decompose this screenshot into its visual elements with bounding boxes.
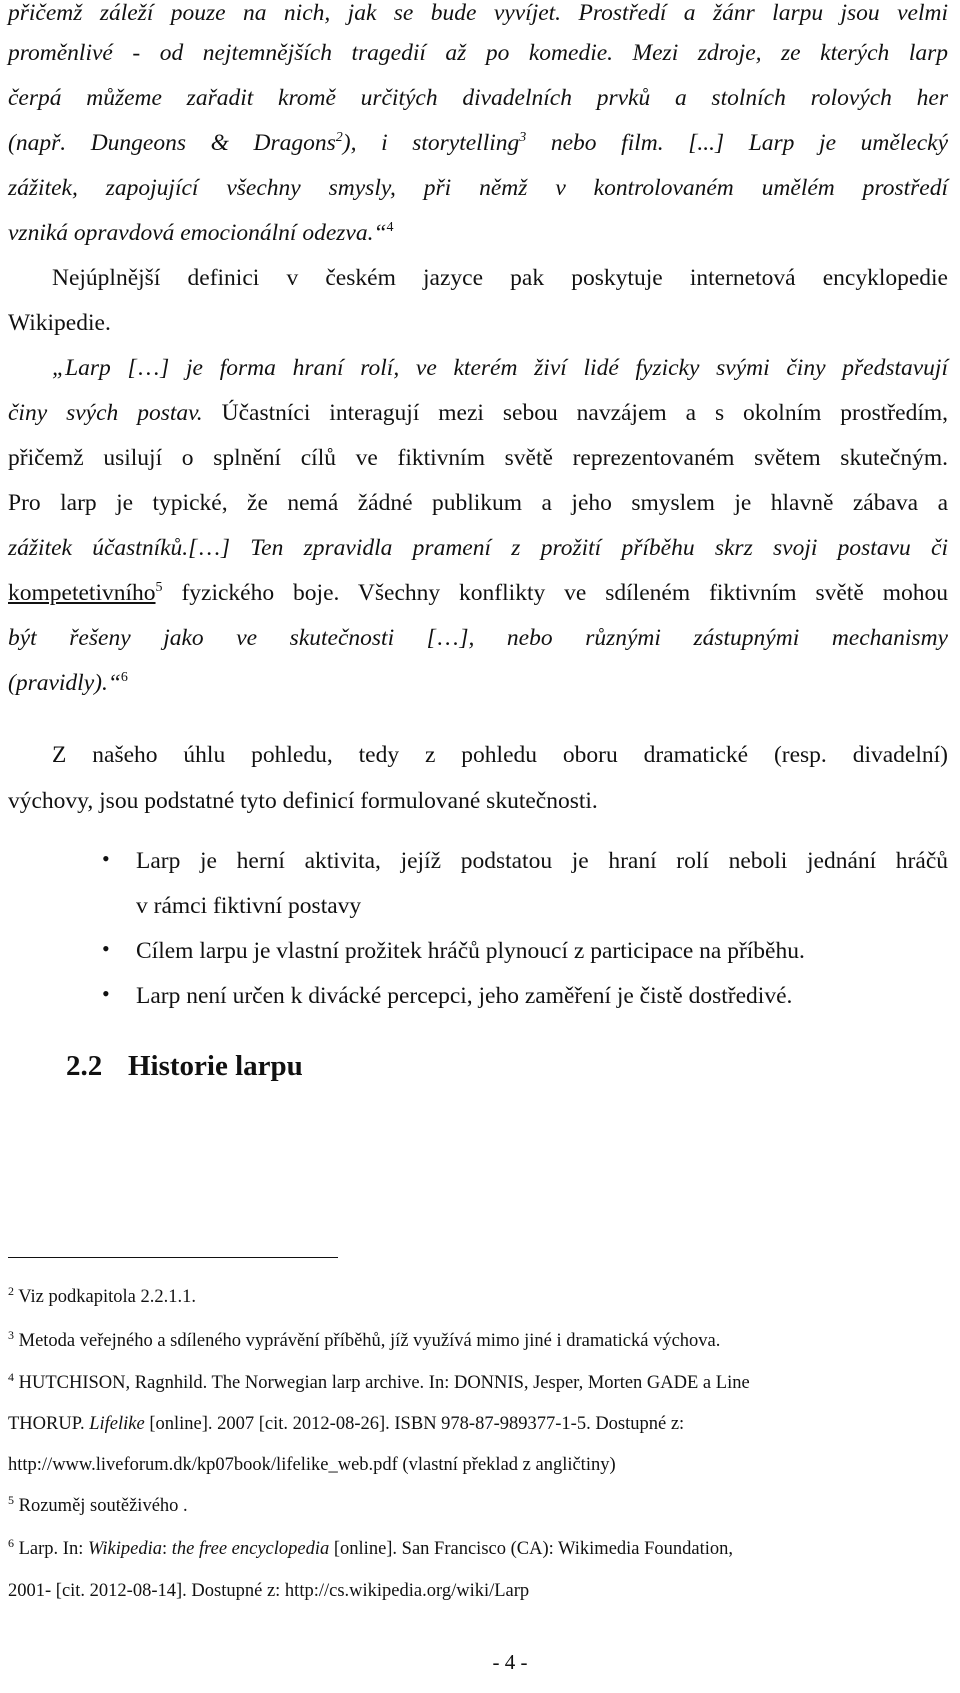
section-heading — [66, 1048, 303, 1084]
quote1-line-2: proměnlivé - od nejtemnějších tragedií až po komedie. Mezi zdroje, ze kterých larp — [8, 40, 948, 66]
footnote-4-link[interactable]: http://www.liveforum.dk/kp07book/lifelike_web.pdf (vlastní překlad z angličtiny) — [8, 1455, 616, 1475]
quote2-line-8: (pravidly).“$^6$ — [8, 670, 128, 696]
page-number: - 4 - — [492, 1650, 528, 1674]
footnote-6-line-2[interactable]: 2001- [cit. 2012-08-14]. Dostupné z: http://cs.wikipedia.org/wiki/Larp — [8, 1581, 530, 1601]
quote2-line-1: „Larp […] je forma hraní rolí, ve kterém živí lidé fyzicky svými činy představují — [52, 355, 948, 381]
bullet-dot-2: • — [102, 936, 110, 961]
footnote-ref-4[interactable]: 4 — [386, 220, 394, 236]
quote2-line-4: Pro larp je typické, že nemá žádné publikum a jeho smyslem je hlavně zábava a — [8, 490, 948, 516]
footnote-ref-3[interactable]: 3 — [519, 130, 527, 146]
quote1-line-3: čerpá můžeme zařadit kromě určitých divadelních prvků a stolních rolových her — [8, 85, 948, 111]
bullet-2: Cílem larpu je vlastní prožitek hráčů plynoucí z participace na příběhu. — [136, 938, 805, 964]
quote1-line-4: (např. Dungeons & Dragons$^2$), i storytelling$^3$ nebo film. [...] Larp je umělecký — [8, 130, 949, 156]
bullet-1-line-1: Larp je herní aktivita, jejíž podstatou je hraní rolí neboli jednání hráčů — [136, 848, 948, 874]
quote2-line-3: přičemž usilují o splnění cílů ve fiktivním světě reprezentovaném světem skutečným. — [8, 445, 948, 471]
footnote-6-line-1: $^6$ Larp. In: Wikipedia: the free encyclopedia [online]. San Francisco (CA): Wikimedia Foundation, — [8, 1535, 734, 1559]
intro-line-2: Wikipedie. — [8, 310, 111, 336]
footnote-3: $^3$ Metoda veřejného a sdíleného vyprávění příběhů, jíž využívá mimo jiné i dramatická výchova. — [8, 1327, 721, 1351]
bullet-dot-3: • — [102, 981, 110, 1006]
section-title: Historie larpu — [128, 1050, 303, 1082]
quote2-line-5: zážitek účastníků.[…] Ten zpravidla pramení z prožití příběhu skrz svoji postavu či — [8, 535, 948, 561]
footnote-4-line-2: THORUP. Lifelike [online]. 2007 [cit. 2012-08-26]. ISBN 978-87-989377-1-5. Dostupné z: — [8, 1414, 685, 1434]
bullet-1-line-2: v rámci fiktivní postavy — [136, 893, 362, 919]
footnote-4-line-1: $^4$ HUTCHISON, Ragnhild. The Norwegian larp archive. In: DONNIS, Jesper, Morten GADE a Line — [8, 1369, 750, 1393]
footnote-2: $^2$ Viz podkapitola 2.2.1.1. — [8, 1283, 196, 1307]
footnote-ref-5[interactable]: 5 — [155, 580, 163, 596]
footnote-divider — [8, 1257, 338, 1258]
view-line-2: výchovy, jsou podstatné tyto definicí formulované skutečnosti. — [8, 788, 598, 814]
footnote-ref-2[interactable]: 2 — [335, 130, 343, 146]
bullet-dot-1: • — [102, 846, 110, 871]
footnote-ref-6[interactable]: 6 — [120, 670, 128, 686]
quote1-line-6: vzniká opravdová emocionální odezva.“$^4$ — [8, 220, 394, 246]
view-line-1: Z našeho úhlu pohledu, tedy z pohledu oboru dramatické (resp. divadelní) — [52, 742, 948, 768]
quote2-line-2: činy svých postav. Účastníci interagují mezi sebou navzájem a s okolním prostředím, — [8, 400, 948, 426]
competitive-term: kompetetivního — [8, 580, 156, 606]
quote1-line-1: přičemž záleží pouze na nich, jak se bude vyvíjet. Prostředí a žánr larpu jsou velmi — [8, 0, 948, 26]
section-number: 2.2 — [66, 1050, 103, 1082]
bullet-3: Larp není určen k divácké percepci, jeho zaměření je čistě dostředivé. — [136, 983, 793, 1009]
quote1-line-5: zážitek, zapojující všechny smysly, při němž v kontrolovaném umělém prostředí — [8, 175, 948, 201]
quote2-line-7: být řešeny jako ve skutečnosti […], nebo různými zástupnými mechanismy — [8, 625, 948, 651]
intro-line-1: Nejúplnější definici v českém jazyce pak poskytuje internetová encyklopedie — [52, 265, 948, 291]
footnote-5: $^5$ Rozuměj soutěživého . — [8, 1492, 188, 1516]
quote2-line-6: kompetetivního$^5$ fyzického boje. Všechny konflikty ve sdíleném fiktivním světě mohou — [8, 580, 948, 606]
